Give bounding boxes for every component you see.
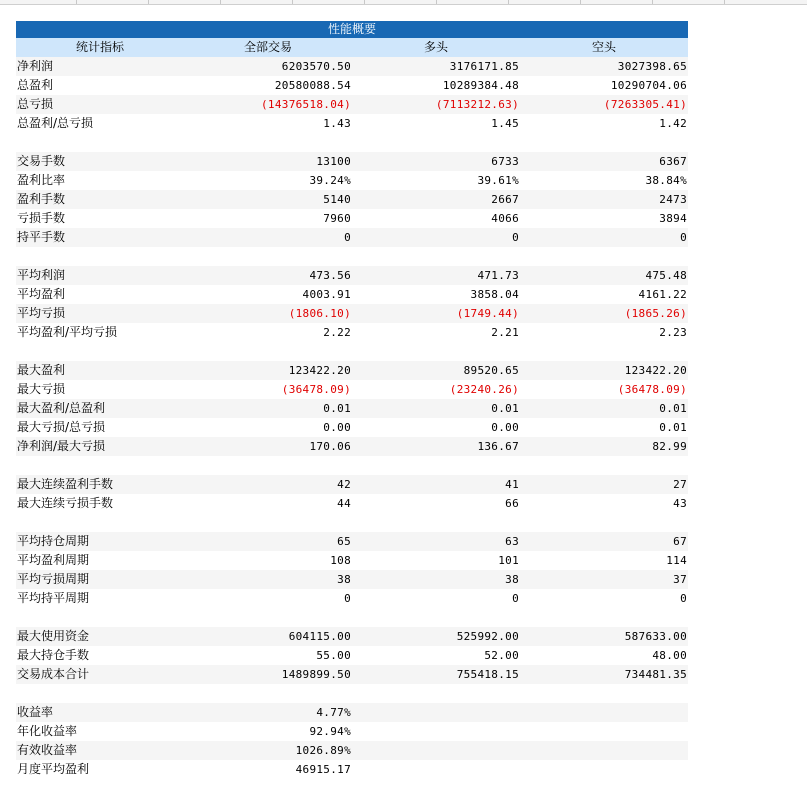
tab-separator <box>292 0 293 4</box>
cell-long: 0.01 <box>491 402 519 415</box>
group-spacer <box>16 342 688 361</box>
cell-all-trades: 0 <box>344 592 351 605</box>
row-label: 交易成本合计 <box>17 667 90 681</box>
cell-all-trades: 1.43 <box>323 117 351 130</box>
row-label: 平均盈利 <box>17 287 66 301</box>
performance-summary-table <box>16 21 688 779</box>
table-row <box>16 171 688 190</box>
cell-long: 136.67 <box>477 440 519 453</box>
cell-all-trades: 604115.00 <box>288 630 351 643</box>
cell-long: (1749.44) <box>456 307 519 320</box>
cell-long: 4066 <box>491 212 519 225</box>
row-label: 交易手数 <box>17 154 66 168</box>
cell-all-trades: 108 <box>330 554 351 567</box>
row-label: 最大亏损 <box>17 382 66 396</box>
column-header-metric: 统计指标 <box>75 40 124 54</box>
table-row <box>16 304 688 323</box>
cell-all-trades: 2.22 <box>323 326 351 339</box>
cell-short: 4161.22 <box>638 288 687 301</box>
table-row <box>16 437 688 456</box>
cell-long: 6733 <box>491 155 519 168</box>
cell-long: 1.45 <box>491 117 519 130</box>
cell-short: 734481.35 <box>624 668 687 681</box>
group-spacer <box>16 247 688 266</box>
cell-long: 525992.00 <box>456 630 519 643</box>
cell-all-trades: 1489899.50 <box>281 668 351 681</box>
cell-short: 38.84% <box>645 174 687 187</box>
column-header-short: 空头 <box>591 40 616 54</box>
cell-short: 475.48 <box>645 269 687 282</box>
row-label: 平均盈利/平均亏损 <box>17 325 118 339</box>
cell-long: 66 <box>505 497 519 510</box>
tab-separator <box>724 0 725 4</box>
table-row <box>16 57 688 76</box>
tab-separator <box>148 0 149 4</box>
cell-long: 89520.65 <box>463 364 519 377</box>
row-label: 最大使用资金 <box>17 629 90 643</box>
cell-short: 67 <box>673 535 687 548</box>
table-body <box>16 57 688 779</box>
cell-all-trades: 42 <box>337 478 351 491</box>
report-title: 性能概要 <box>16 21 688 38</box>
tab-separator <box>364 0 365 4</box>
cell-all-trades: 55.00 <box>316 649 351 662</box>
cell-short: 6367 <box>659 155 687 168</box>
cell-all-trades: 65 <box>337 535 351 548</box>
row-label: 平均亏损 <box>17 306 66 320</box>
cell-long: 0 <box>512 592 519 605</box>
table-row <box>16 323 688 342</box>
cell-long: 471.73 <box>477 269 519 282</box>
cell-short: 2.23 <box>659 326 687 339</box>
cell-all-trades: 46915.17 <box>295 763 351 776</box>
table-row <box>16 494 688 513</box>
row-label: 总盈利/总亏损 <box>17 116 94 130</box>
table-row <box>16 95 688 114</box>
row-label: 最大连续亏损手数 <box>17 496 114 510</box>
row-label: 盈利比率 <box>17 173 66 187</box>
row-label: 亏损手数 <box>17 211 66 225</box>
tab-separator <box>76 0 77 4</box>
cell-short: 10290704.06 <box>610 79 687 92</box>
cell-all-trades: 6203570.50 <box>281 60 351 73</box>
cell-all-trades: 123422.20 <box>288 364 351 377</box>
cell-short: 123422.20 <box>624 364 687 377</box>
tab-separator <box>436 0 437 4</box>
table-row <box>16 722 688 741</box>
cell-all-trades: 13100 <box>316 155 351 168</box>
row-label: 平均亏损周期 <box>17 572 90 586</box>
table-row <box>16 190 688 209</box>
table-row <box>16 76 688 95</box>
cell-long: (7113212.63) <box>435 98 519 111</box>
row-label: 平均盈利周期 <box>17 553 90 567</box>
cell-long: 3176171.85 <box>449 60 519 73</box>
row-label: 有效收益率 <box>17 743 78 757</box>
cell-short: 0.01 <box>659 421 687 434</box>
row-label: 平均持平周期 <box>17 591 90 605</box>
table-row <box>16 760 688 779</box>
cell-short: 114 <box>666 554 687 567</box>
cell-long: 10289384.48 <box>442 79 519 92</box>
cell-all-trades: 473.56 <box>309 269 351 282</box>
cell-long: 2.21 <box>491 326 519 339</box>
table-row <box>16 475 688 494</box>
row-label: 盈利手数 <box>17 192 66 206</box>
table-row <box>16 646 688 665</box>
group-spacer <box>16 684 688 703</box>
cell-short: 587633.00 <box>624 630 687 643</box>
column-header-all-trades: 全部交易 <box>243 40 292 54</box>
table-row <box>16 380 688 399</box>
cell-all-trades: 1026.89% <box>295 744 351 757</box>
cell-all-trades: (1806.10) <box>288 307 351 320</box>
row-label: 总亏损 <box>17 97 54 111</box>
cell-all-trades: 170.06 <box>309 440 351 453</box>
cell-short: 37 <box>673 573 687 586</box>
table-row <box>16 703 688 722</box>
tab-separator <box>652 0 653 4</box>
table-row <box>16 741 688 760</box>
cell-all-trades: 39.24% <box>309 174 351 187</box>
group-spacer <box>16 513 688 532</box>
cell-all-trades: 20580088.54 <box>274 79 351 92</box>
row-label: 年化收益率 <box>17 724 78 738</box>
table-row <box>16 627 688 646</box>
cell-short: (1865.26) <box>624 307 687 320</box>
row-label: 最大亏损/总亏损 <box>17 420 106 434</box>
cell-short: (36478.09) <box>617 383 687 396</box>
table-row <box>16 114 688 133</box>
cell-all-trades: (14376518.04) <box>261 98 351 111</box>
cell-long: 0.00 <box>491 421 519 434</box>
table-row <box>16 532 688 551</box>
row-label: 收益率 <box>17 705 54 719</box>
cell-all-trades: 38 <box>337 573 351 586</box>
cell-short: 0.01 <box>659 402 687 415</box>
cell-short: 0 <box>680 231 687 244</box>
row-label: 最大持仓手数 <box>17 648 90 662</box>
tab-separator <box>220 0 221 4</box>
group-spacer <box>16 608 688 627</box>
row-label: 总盈利 <box>17 78 54 92</box>
cell-short: 3027398.65 <box>617 60 687 73</box>
row-label: 最大连续盈利手数 <box>17 477 114 491</box>
row-label: 最大盈利/总盈利 <box>17 401 106 415</box>
cell-long: 39.61% <box>477 174 519 187</box>
cell-all-trades: 0.01 <box>323 402 351 415</box>
cell-all-trades: (36478.09) <box>281 383 351 396</box>
row-label: 月度平均盈利 <box>17 762 90 776</box>
table-row <box>16 570 688 589</box>
cell-short: 2473 <box>659 193 687 206</box>
table-row <box>16 152 688 171</box>
group-spacer <box>16 133 688 152</box>
cell-all-trades: 0.00 <box>323 421 351 434</box>
row-label: 平均利润 <box>17 268 66 282</box>
tab-strip <box>0 0 807 5</box>
row-label: 净利润/最大亏损 <box>17 439 106 453</box>
cell-all-trades: 4003.91 <box>302 288 351 301</box>
cell-all-trades: 44 <box>337 497 351 510</box>
cell-short: 48.00 <box>652 649 687 662</box>
cell-short: 43 <box>673 497 687 510</box>
cell-long: (23240.26) <box>449 383 519 396</box>
group-spacer <box>16 456 688 475</box>
cell-long: 101 <box>498 554 519 567</box>
row-label: 最大盈利 <box>17 363 66 377</box>
cell-all-trades: 7960 <box>323 212 351 225</box>
table-row <box>16 209 688 228</box>
cell-short: 27 <box>673 478 687 491</box>
table-row <box>16 228 688 247</box>
table-row <box>16 418 688 437</box>
cell-all-trades: 5140 <box>323 193 351 206</box>
cell-all-trades: 4.77% <box>316 706 351 719</box>
cell-short: (7263305.41) <box>603 98 687 111</box>
row-label: 平均持仓周期 <box>17 534 90 548</box>
table-row <box>16 665 688 684</box>
table-row <box>16 589 688 608</box>
cell-long: 63 <box>505 535 519 548</box>
cell-short: 0 <box>680 592 687 605</box>
table-row <box>16 285 688 304</box>
cell-long: 3858.04 <box>470 288 519 301</box>
cell-long: 755418.15 <box>456 668 519 681</box>
cell-long: 38 <box>505 573 519 586</box>
cell-all-trades: 92.94% <box>309 725 351 738</box>
cell-short: 3894 <box>659 212 687 225</box>
table-row <box>16 266 688 285</box>
table-row <box>16 551 688 570</box>
table-row <box>16 361 688 380</box>
tab-separator <box>508 0 509 4</box>
table-row <box>16 399 688 418</box>
cell-long: 0 <box>512 231 519 244</box>
cell-long: 41 <box>505 478 519 491</box>
cell-short: 82.99 <box>652 440 687 453</box>
column-header-long: 多头 <box>423 40 448 54</box>
cell-long: 52.00 <box>484 649 519 662</box>
tab-separator <box>580 0 581 4</box>
row-label: 净利润 <box>17 59 54 73</box>
table-header-row <box>16 38 688 57</box>
row-label: 持平手数 <box>17 230 66 244</box>
cell-all-trades: 0 <box>344 231 351 244</box>
cell-short: 1.42 <box>659 117 687 130</box>
cell-long: 2667 <box>491 193 519 206</box>
